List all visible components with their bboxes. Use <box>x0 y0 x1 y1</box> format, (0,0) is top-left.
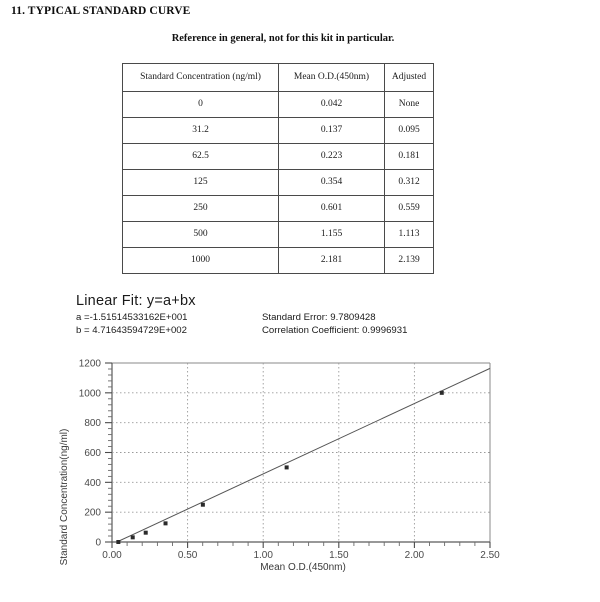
cell-adjusted: 2.139 <box>385 248 434 274</box>
data-point-marker <box>201 503 205 507</box>
cell-concentration: 500 <box>123 222 279 248</box>
cell-concentration: 1000 <box>123 248 279 274</box>
cell-mean-od: 0.354 <box>279 170 385 196</box>
data-point-marker <box>116 540 120 544</box>
table-row <box>123 248 434 274</box>
y-tick-label: 0 <box>95 537 101 549</box>
cell-concentration: 0 <box>123 92 279 118</box>
cell-mean-od: 0.601 <box>279 196 385 222</box>
x-axis-tick-labels <box>102 550 500 561</box>
y-axis-title: Standard Concentration(ng/ml) <box>59 428 70 566</box>
x-tick-label: 0.50 <box>177 550 198 561</box>
cell-concentration: 62.5 <box>123 144 279 170</box>
table-row <box>123 222 434 248</box>
y-axis-major-ticks <box>105 363 112 542</box>
column-header-concentration: Standard Concentration (ng/ml) <box>123 64 279 92</box>
cell-mean-od: 1.155 <box>279 222 385 248</box>
cell-mean-od: 0.137 <box>279 118 385 144</box>
cell-concentration: 125 <box>123 170 279 196</box>
y-axis-tick-labels <box>79 359 102 549</box>
grid-lines <box>112 363 490 542</box>
linear-fit-block <box>76 293 407 337</box>
standard-curve-chart <box>55 352 555 592</box>
table-row <box>123 92 434 118</box>
x-tick-label: 1.50 <box>329 550 349 561</box>
x-axis-title: Mean O.D.(450nm) <box>260 562 346 573</box>
reference-note: Reference in general, not for this kit in particular. <box>171 33 395 44</box>
y-tick-label: 1200 <box>78 358 101 370</box>
fit-line <box>117 368 490 542</box>
column-header-adjusted: Adjusted <box>385 64 434 92</box>
x-tick-label: 2.50 <box>480 550 500 561</box>
data-point-marker <box>285 465 289 469</box>
table-row <box>123 170 434 196</box>
fit-correlation-coeff: Correlation Coefficient: 0.9996931 <box>262 324 408 336</box>
cell-adjusted: 0.312 <box>385 170 434 196</box>
cell-mean-od: 0.223 <box>279 144 385 170</box>
column-header-mean-od: Mean O.D.(450nm) <box>279 64 385 92</box>
linear-fit-title: Linear Fit: y=a+bx <box>76 293 196 309</box>
x-tick-label: 1.00 <box>253 550 273 561</box>
y-tick-label: 800 <box>84 418 101 430</box>
chart-canvas <box>55 352 555 592</box>
fit-coefficient-b: b = 4.71643594729E+002 <box>76 324 187 336</box>
data-point-marker <box>144 531 148 535</box>
cell-adjusted: 0.559 <box>385 196 434 222</box>
x-tick-label: 2.00 <box>404 550 425 561</box>
page-title: 11. TYPICAL STANDARD CURVE <box>11 5 191 17</box>
y-tick-label: 600 <box>84 448 101 459</box>
data-point-marker <box>131 535 135 539</box>
table-row <box>123 118 434 144</box>
cell-adjusted: 0.095 <box>385 118 434 144</box>
cell-adjusted: 0.181 <box>385 144 434 170</box>
data-point-markers <box>116 391 443 544</box>
x-axis-major-ticks <box>112 542 490 548</box>
fit-coefficient-a: a =-1.51514533162E+001 <box>76 312 188 323</box>
standard-curve-table <box>122 63 434 274</box>
cell-adjusted: None <box>385 92 434 118</box>
cell-concentration: 31.2 <box>123 118 279 144</box>
y-tick-label: 1000 <box>78 388 101 400</box>
cell-mean-od: 2.181 <box>279 248 385 274</box>
data-point-marker <box>164 521 168 525</box>
cell-adjusted: 1.113 <box>385 222 434 248</box>
linear-fit-row-a <box>76 312 407 325</box>
y-tick-label: 400 <box>84 477 101 489</box>
table-header-row <box>123 64 434 92</box>
y-tick-label: 200 <box>84 507 101 519</box>
table-row <box>123 144 434 170</box>
fit-standard-error: Standard Error: 9.7809428 <box>262 312 376 323</box>
linear-fit-row-b <box>76 325 407 338</box>
data-point-marker <box>440 391 444 395</box>
cell-mean-od: 0.042 <box>279 92 385 118</box>
x-tick-label: 0.00 <box>102 550 122 561</box>
regression-line <box>117 368 490 542</box>
cell-concentration: 250 <box>123 196 279 222</box>
table-row <box>123 196 434 222</box>
